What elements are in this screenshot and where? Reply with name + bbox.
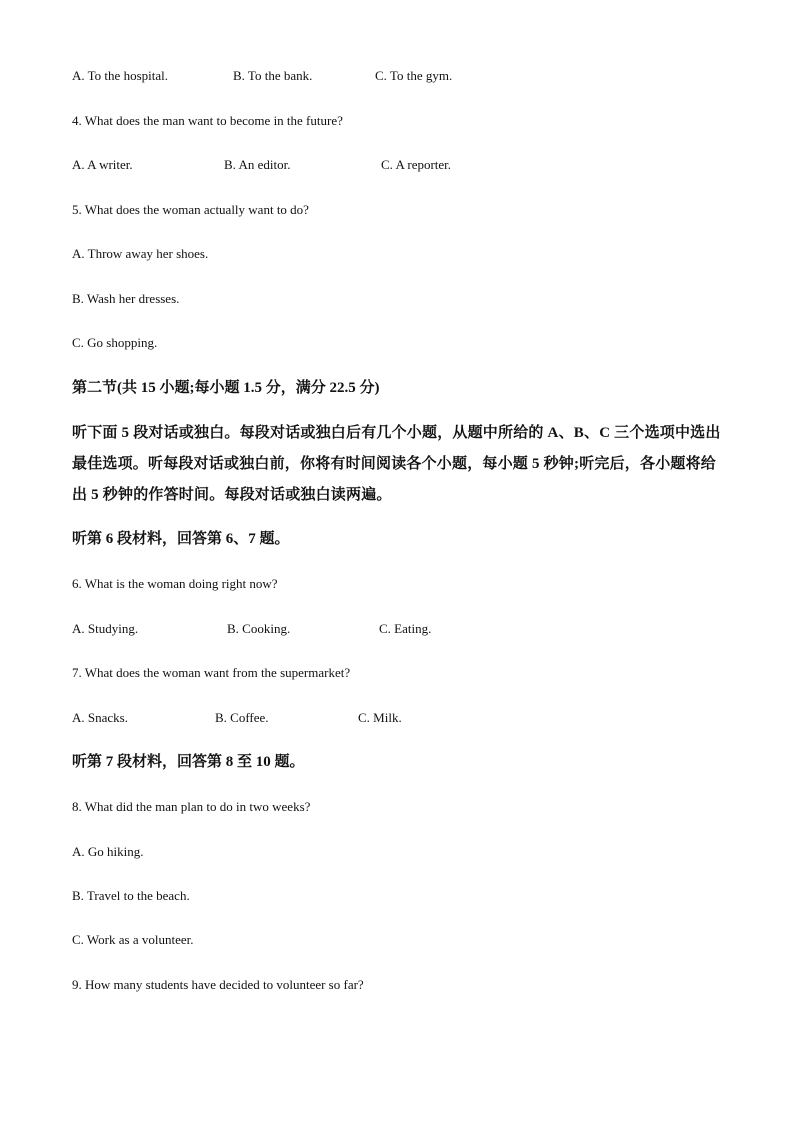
q8-option-a: A. Go hiking. <box>72 844 144 859</box>
q5-option-b: B. Wash her dresses. <box>72 291 180 306</box>
q8-option-c: C. Work as a volunteer. <box>72 932 194 947</box>
q4-option-c: C. A reporter. <box>381 157 452 172</box>
section2-instructions: 听下面 5 段对话或独白。每段对话或独白后有几个小题，从题中所给的 A、B、C 三个选项中选出最佳选项。听每段对话或独白前，你将有时间阅读各个小题，每小题 5 秒钟;听完后，各小题将给出 5 秒钟的作答时间。每段对话或独白读两遍。 <box>72 425 721 503</box>
q3-option-a: A. To the hospital. <box>72 68 168 83</box>
q5-option-c: C. Go shopping. <box>72 335 158 350</box>
q7-option-a: A. Snacks. <box>72 710 128 725</box>
passage6-heading: 听第 6 段材料，回答第 6、7 题。 <box>72 531 290 547</box>
q8-option-b: B. Travel to the beach. <box>72 888 190 903</box>
q6-option-a: A. Studying. <box>72 621 139 636</box>
q7-option-b: B. Coffee. <box>215 710 269 725</box>
q6-question: 6. What is the woman doing right now? <box>72 576 278 591</box>
section2-title: 第二节(共 15 小题;每小题 1.5 分，满分 22.5 分) <box>72 380 380 396</box>
q4-question: 4. What does the man want to become in the future? <box>72 113 343 128</box>
q6-option-b: B. Cooking. <box>227 621 291 636</box>
passage7-heading: 听第 7 段材料，回答第 8 至 10 题。 <box>72 754 305 770</box>
q4-option-a: A. A writer. <box>72 157 133 172</box>
q5-option-a: A. Throw away her shoes. <box>72 246 209 261</box>
q3-option-b: B. To the bank. <box>233 68 313 83</box>
q6-option-c: C. Eating. <box>379 621 432 636</box>
q4-option-b: B. An editor. <box>224 157 291 172</box>
q9-question: 9. How many students have decided to volunteer so far? <box>72 977 364 992</box>
q7-option-c: C. Milk. <box>358 710 402 725</box>
q8-question: 8. What did the man plan to do in two weeks? <box>72 799 311 814</box>
q5-question: 5. What does the woman actually want to do? <box>72 202 309 217</box>
q3-option-c: C. To the gym. <box>375 68 453 83</box>
q7-question: 7. What does the woman want from the supermarket? <box>72 665 351 680</box>
